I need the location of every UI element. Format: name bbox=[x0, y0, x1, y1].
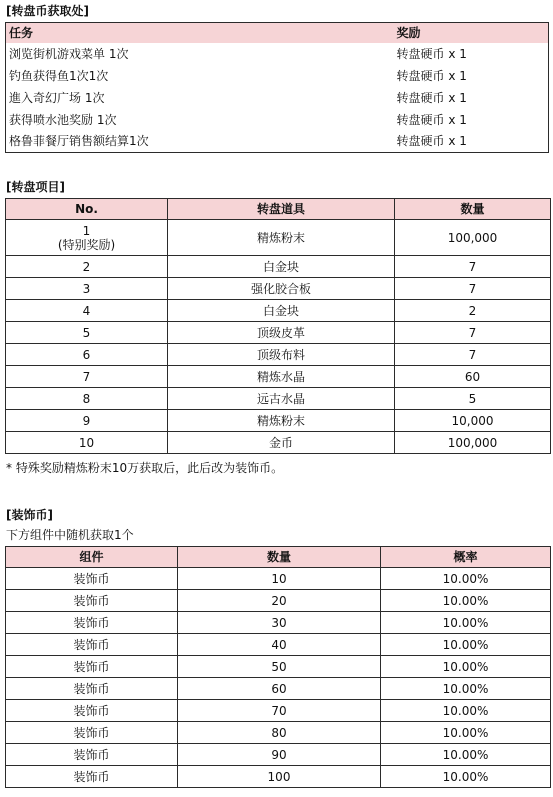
wheel-no: 6 bbox=[6, 344, 168, 366]
decor-table-header bbox=[6, 547, 551, 568]
table-row bbox=[6, 109, 549, 131]
wheel-item: 强化胶合板 bbox=[168, 278, 395, 300]
table-row bbox=[6, 278, 551, 300]
header-quantity: 数量 bbox=[178, 547, 381, 568]
wheel-qty: 7 bbox=[395, 322, 551, 344]
header-qty: 数量 bbox=[395, 199, 551, 220]
wheel-no: 3 bbox=[6, 278, 168, 300]
table-row bbox=[6, 678, 551, 700]
wheel-item: 顶级布料 bbox=[168, 344, 395, 366]
wheel-qty: 7 bbox=[395, 278, 551, 300]
header-no: No. bbox=[6, 199, 168, 220]
table-row bbox=[6, 65, 549, 87]
decor-component: 装饰币 bbox=[6, 568, 178, 590]
decor-probability: 10.00% bbox=[381, 568, 551, 590]
task-name: 钓鱼获得鱼1次1次 bbox=[9, 68, 109, 83]
table-row bbox=[6, 656, 551, 678]
task-section-title: [转盘币获取处] bbox=[6, 4, 89, 18]
table-row bbox=[6, 87, 549, 109]
wheel-qty: 100,000 bbox=[395, 220, 551, 256]
wheel-table-header bbox=[6, 199, 551, 220]
task-reward: 转盘硬币 x 1 bbox=[396, 134, 467, 149]
wheel-no bbox=[6, 220, 168, 256]
header-task: 任务 bbox=[6, 23, 392, 43]
task-reward: 转盘硬币 x 1 bbox=[396, 90, 467, 105]
wheel-no: 5 bbox=[6, 322, 168, 344]
table-row bbox=[6, 568, 551, 590]
wheel-table bbox=[5, 198, 551, 454]
decor-probability: 10.00% bbox=[381, 722, 551, 744]
table-row bbox=[6, 410, 551, 432]
wheel-no: 7 bbox=[6, 366, 168, 388]
decor-quantity: 60 bbox=[178, 678, 381, 700]
wheel-item: 金币 bbox=[168, 432, 395, 454]
wheel-item: 顶级皮革 bbox=[168, 322, 395, 344]
table-row bbox=[6, 634, 551, 656]
wheel-item: 精炼粉末 bbox=[168, 220, 395, 256]
decor-probability: 10.00% bbox=[381, 678, 551, 700]
table-row bbox=[6, 432, 551, 454]
wheel-footnote: * 特殊奖励精炼粉末10万获取后，此后改为装饰币。 bbox=[6, 461, 284, 475]
wheel-item: 精炼粉末 bbox=[168, 410, 395, 432]
decor-component: 装饰币 bbox=[6, 700, 178, 722]
task-reward: 转盘硬币 x 1 bbox=[396, 112, 467, 127]
decor-quantity: 100 bbox=[178, 766, 381, 788]
decor-section-title: [装饰币] bbox=[6, 508, 53, 522]
table-row bbox=[6, 322, 551, 344]
wheel-qty: 60 bbox=[395, 366, 551, 388]
wheel-qty: 7 bbox=[395, 256, 551, 278]
task-reward: 转盘硬币 x 1 bbox=[396, 68, 467, 83]
header-probability: 概率 bbox=[381, 547, 551, 568]
decor-probability: 10.00% bbox=[381, 590, 551, 612]
table-row bbox=[6, 344, 551, 366]
table-row bbox=[6, 722, 551, 744]
task-name: 格鲁菲餐厅销售额结算1次 bbox=[9, 134, 149, 149]
decor-component: 装饰币 bbox=[6, 656, 178, 678]
special-reward-note: (特别奖励) bbox=[57, 237, 116, 252]
decor-quantity: 30 bbox=[178, 612, 381, 634]
decor-table bbox=[5, 546, 551, 788]
decor-component: 装饰币 bbox=[6, 590, 178, 612]
task-reward: 转盘硬币 x 1 bbox=[396, 46, 467, 61]
decor-probability: 10.00% bbox=[381, 634, 551, 656]
wheel-section-title: [转盘项目] bbox=[6, 180, 65, 194]
wheel-no: 2 bbox=[6, 256, 168, 278]
task-name: 浏览街机游戏菜单 1次 bbox=[9, 46, 129, 61]
wheel-no: 4 bbox=[6, 300, 168, 322]
header-reward: 奖励 bbox=[392, 23, 549, 43]
table-row bbox=[6, 744, 551, 766]
task-table-header bbox=[6, 23, 549, 43]
decor-component: 装饰币 bbox=[6, 678, 178, 700]
task-name: 获得喷水池奖励 1次 bbox=[9, 112, 117, 127]
decor-subtitle: 下方组件中随机获取1个 bbox=[6, 528, 134, 542]
decor-component: 装饰币 bbox=[6, 744, 178, 766]
decor-quantity: 90 bbox=[178, 744, 381, 766]
decor-quantity: 50 bbox=[178, 656, 381, 678]
header-item: 转盘道具 bbox=[168, 199, 395, 220]
wheel-no: 10 bbox=[6, 432, 168, 454]
decor-quantity: 20 bbox=[178, 590, 381, 612]
decor-component: 装饰币 bbox=[6, 612, 178, 634]
decor-quantity: 80 bbox=[178, 722, 381, 744]
table-row-special bbox=[6, 220, 551, 256]
table-row bbox=[6, 300, 551, 322]
table-row bbox=[6, 366, 551, 388]
decor-quantity: 70 bbox=[178, 700, 381, 722]
wheel-qty: 10,000 bbox=[395, 410, 551, 432]
table-row bbox=[6, 256, 551, 278]
decor-component: 装饰币 bbox=[6, 722, 178, 744]
header-component: 组件 bbox=[6, 547, 178, 568]
wheel-item: 精炼水晶 bbox=[168, 366, 395, 388]
table-row bbox=[6, 612, 551, 634]
table-row bbox=[6, 43, 549, 65]
wheel-no: 8 bbox=[6, 388, 168, 410]
table-row bbox=[6, 700, 551, 722]
task-name: 進入奇幻广场 1次 bbox=[9, 90, 105, 105]
wheel-item: 远古水晶 bbox=[168, 388, 395, 410]
table-row bbox=[6, 590, 551, 612]
table-row bbox=[6, 131, 549, 153]
task-table bbox=[5, 22, 549, 153]
decor-quantity: 10 bbox=[178, 568, 381, 590]
table-row bbox=[6, 388, 551, 410]
wheel-qty: 7 bbox=[395, 344, 551, 366]
wheel-qty: 5 bbox=[395, 388, 551, 410]
decor-probability: 10.00% bbox=[381, 656, 551, 678]
wheel-qty: 100,000 bbox=[395, 432, 551, 454]
wheel-item: 白金块 bbox=[168, 256, 395, 278]
wheel-no: 9 bbox=[6, 410, 168, 432]
wheel-no-value: 1 bbox=[82, 223, 91, 238]
decor-probability: 10.00% bbox=[381, 744, 551, 766]
decor-quantity: 40 bbox=[178, 634, 381, 656]
wheel-item: 白金块 bbox=[168, 300, 395, 322]
decor-component: 装饰币 bbox=[6, 634, 178, 656]
decor-probability: 10.00% bbox=[381, 612, 551, 634]
table-row bbox=[6, 766, 551, 788]
wheel-qty: 2 bbox=[395, 300, 551, 322]
decor-probability: 10.00% bbox=[381, 766, 551, 788]
decor-probability: 10.00% bbox=[381, 700, 551, 722]
decor-component: 装饰币 bbox=[6, 766, 178, 788]
